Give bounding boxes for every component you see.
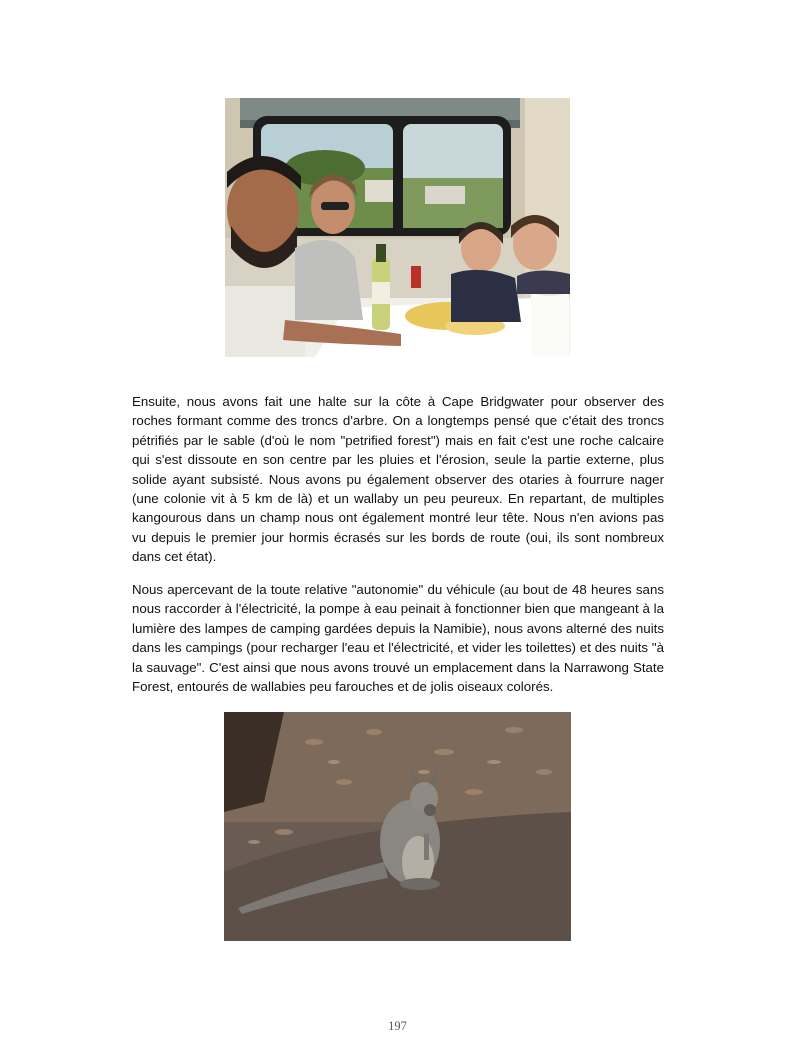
page-number: 197: [388, 1019, 407, 1033]
family-in-camper-photo: [225, 98, 570, 357]
paragraph-cape-bridgwater: Ensuite, nous avons fait une halte sur la côte à Cape Bridgwater pour observer des roches formant comme des troncs d'arbre. On a longtemps pensé que c'était des troncs pétrifiés par le sable (d'où le nom "petrified forest") mais en fait c'est une roche calcaire qui s'est dissoute en son centre par les pluies et l'érosion, seule la partie externe, plus solide ayant subsisté. Nous avons pu également observer des otaries à fourrure nager (une colonie vit à 5 km de là) et un wallaby un peu peureux. En repartant, de multiples kangourous dans un champ nous ont également montré leur tête. Nous n'en avions pas vu depuis le premier jour hormis écrasés sur les bords de route (oui, ils sont nombreux dans cet état).: [132, 394, 664, 565]
paragraph-narrawong-forest: Nous apercevant de la toute relative "autonomie" du véhicule (au bout de 48 heures sans nous raccorder à l'électricité, la pompe à eau peinait à fonctionner bien que mangeant à la lumière des lampes de camping gardées depuis la Namibie), nous avons alterné des nuits dans les campings (pour recharger l'eau et l'électricité, et vider les toilettes) et des nuits "à la sauvage". C'est ainsi que nous avons trouvé un emplacement dans la Narrawong State Forest, entourés de wallabies peu farouches et de jolis oiseaux colorés.: [132, 582, 664, 695]
wallaby-photo: [224, 712, 571, 941]
